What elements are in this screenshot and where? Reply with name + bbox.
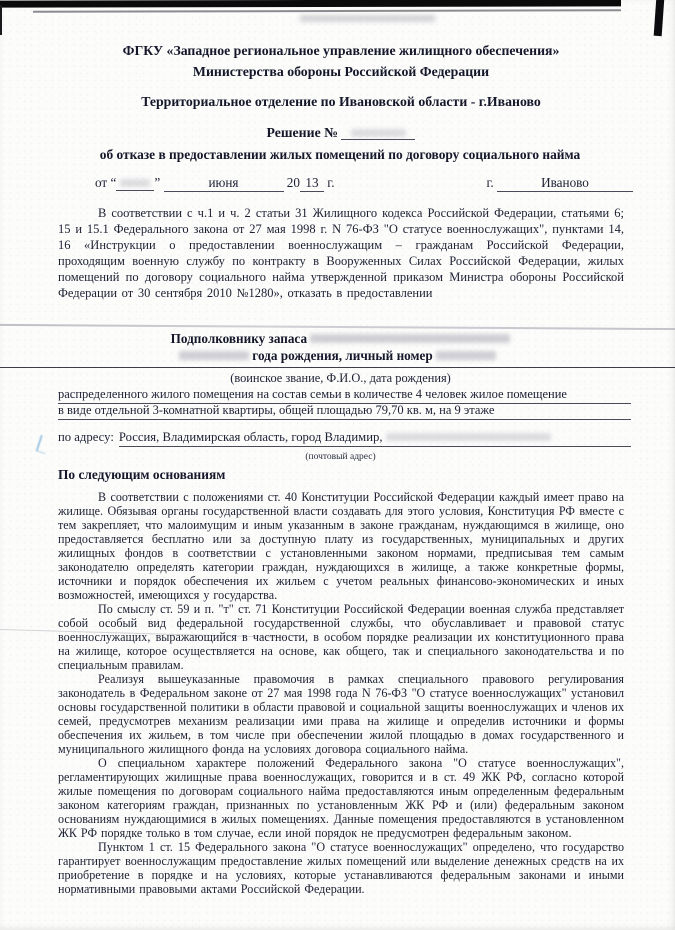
month-blank: июня	[164, 175, 284, 192]
addressee-rank-line	[57, 331, 624, 347]
year-handwritten: 13	[300, 175, 324, 192]
day-blank	[116, 175, 154, 191]
birth-label: года рождения,	[252, 348, 343, 363]
paper-crease-line	[0, 324, 675, 330]
redacted-name-smudge	[310, 334, 510, 343]
scan-edge-right-bar	[654, 0, 665, 36]
city-blank: Иваново	[497, 175, 633, 192]
address-row	[58, 430, 631, 447]
body-paragraph-2: По смыслу ст. 59 и п. "т" ст. 71 Конституции Российской Федерации военная служба представляет собой особый вид федеральной государственной службы, что обуславливает и правовой статус военнослужащих, выражающийся в частности, в особом порядке реализации их конституционного права на жилище, которое осуществляется на основе, как общего, так и специального законодательства и по специальным правилам.	[58, 602, 624, 672]
body-text	[58, 490, 624, 896]
date-place-row	[95, 175, 633, 192]
decision-label: Решение №	[266, 125, 339, 140]
org-name-line1: ФГКУ «Западное региональное управление жилищного обеспечения»	[122, 43, 560, 58]
addressee-caption: (воинское звание, Ф.И.О., дата рождения)	[230, 371, 451, 385]
personal-number-label: личный номер	[345, 348, 433, 363]
body-paragraph-3: Реализуя вышеуказанные правомочия в рамках специального правового регулирования законодатель в Федеральном законе от 27 мая 1998 года N 76-ФЗ "О статусе военнослужащих" установил основы государственной политики в области правовой и социальной защиты военнослужащих и членов их семей, предусмотрев механизм реализации ими права на жилище и определив источники и формы обеспечения их жильем, в том числе при обеспечении жилой площадью в домах государственного и муниципального жилищного фонда на условиях договора социального найма.	[58, 672, 624, 756]
redacted-address-smudge	[386, 433, 551, 441]
org-name-line2: Министерства обороны Российской Федерации	[192, 64, 490, 79]
intro-paragraph: В соответствии с ч.1 и ч. 2 статьи 31 Жилищного кодекса Российской Федерации, статьями 6; 15 и 15.1 Федерального закона от 27 мая 1998 г. N 76-ФЗ "О статусе военнослужащих", пунктами 14, 16 «Инструкции о предоставлении военнослужащим – гражданам Российской Федерации, проходящим военную службу по контракту в Вооруженных Силах Российской Федерации, жилых помещений по договору социального найма утвержденной приказом Министра обороны Российской Федерации от 30 сентября 2010 №1280», отказать в предоставлении	[58, 206, 624, 300]
city-label: г.	[486, 175, 494, 190]
address-value-blank	[119, 430, 631, 447]
addressee-birth-line	[0, 348, 675, 368]
scan-edge-left-line	[0, 5, 2, 35]
document-subtitle: об отказе в предоставлении жилых помещений по договору социального найма	[99, 147, 581, 162]
body-paragraph-5: Пунктом 1 ст. 15 Федерального закона "О статусе военнослужащих" определено, что государство гарантирует военнослужащим предоставление жилых помещений или выделение денежных средств на их приобретение в порядке и на условиях, которые устанавливаются федеральным законами и иными нормативными правовыми актами Российской Федерации.	[58, 840, 624, 896]
address-label: по адресу:	[58, 430, 114, 444]
date-group	[95, 175, 335, 192]
scan-edge-top-line	[33, 9, 621, 13]
address-caption: (почтовый адрес)	[305, 452, 376, 462]
address-value: Россия, Владимирская область, город Владимир,	[118, 430, 383, 444]
allocation-line2: в виде отдельной 3-комнатной квартиры, общей площадью 79,70 кв. м, на 9 этаже	[58, 403, 631, 420]
addressee-rank: Подполковнику запаса	[170, 331, 308, 346]
year-unit: г.	[327, 175, 335, 190]
body-paragraph-4: О специальном характере положений Федерального закона "О статусе военнослужащих", регламентирующих жилищные права военнослужащих, говорится и в ст. 49 ЖК РФ, согласно которой жилые помещения по договорам социального найма предоставляются иным определенным федеральным законом категориям граждан, признанных по установленным ЖК РФ и (или) федеральным законом основаниям нуждающимися в жилых помещениях. Данные помещения предоставляются в установленном ЖК РФ порядке только в том случае, если иной порядок не предусмотрен федеральным законом.	[58, 756, 624, 840]
body-paragraph-1: В соответствии с положениями ст. 40 Конституции Российской Федерации каждый имеет право на жилище. Обязывая органы государственной власти создавать для этого условия, Конституция РФ вместе с тем закрепляет, что малоимущим и иным указанным в законе гражданам, нуждающимся в жилище, оно предоставляется бесплатно или за доступную плату из государственных, муниципальных и других жилищных фондов в соответствии с установленными законом нормами, предписывая тем самым законодателю определять категории граждан, нуждающихся в жилище, а также конкретные формы, источники и порядок обеспечения их жильем с учетом реальных финансово-экономических и иных возможностей, имеющихся у государства.	[58, 490, 624, 602]
place-group	[486, 175, 633, 192]
faint-ink-smudge	[300, 15, 435, 22]
grounds-heading: По следующим основаниям	[58, 467, 226, 482]
territorial-office-line: Территориальное отделение по Ивановской области - г.Иваново	[141, 94, 541, 109]
decision-number-blank	[341, 125, 415, 140]
illegible-number-smudge	[351, 129, 406, 137]
allocation-line1: распределенного жилого помещения на состав семьи в количестве 4 человек жилое помещение	[58, 387, 631, 404]
redacted-birthdate-smudge	[179, 351, 249, 360]
illegible-day-smudge	[120, 179, 150, 187]
decision-number-line	[57, 125, 625, 141]
blue-pen-mark	[36, 435, 51, 454]
redacted-personal-number-smudge	[436, 351, 496, 360]
date-from-label: от “	[95, 175, 117, 190]
year-prefix: 20	[286, 175, 300, 190]
scan-edge-top-bar	[0, 0, 621, 8]
letterhead	[57, 40, 625, 112]
date-quote-close: ”	[154, 175, 161, 190]
